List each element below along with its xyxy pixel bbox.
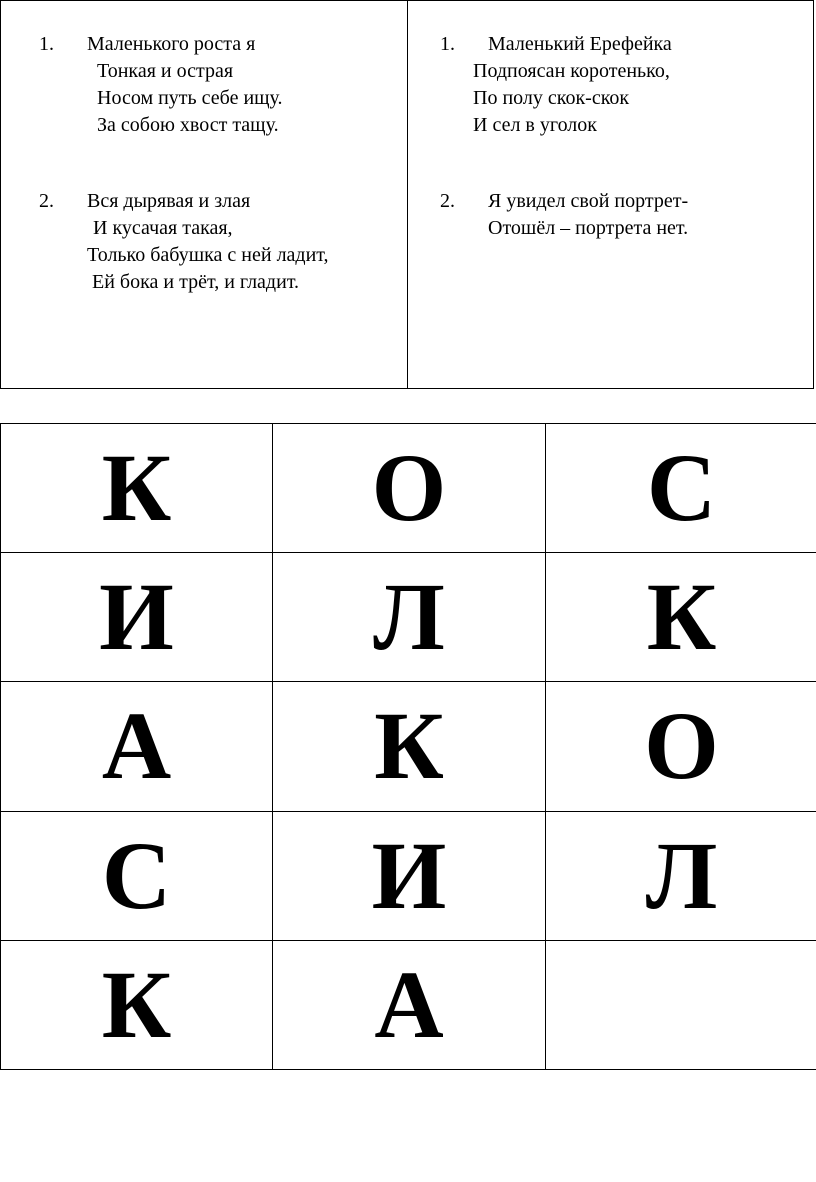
riddle-line: Ей бока и трёт, и гладит. [92, 271, 300, 293]
letter-cell: А [273, 940, 546, 1069]
letter-cell: И [273, 811, 546, 940]
letter-cell: О [273, 424, 546, 553]
riddle-line: Я увидел свой портрет- [488, 190, 689, 212]
riddle-line: Маленького роста я [87, 33, 256, 55]
letter-cell: Л [546, 811, 816, 940]
riddle-right-2 [440, 188, 800, 248]
riddle-number: 2. [440, 190, 455, 212]
letters-row [1, 553, 816, 682]
letter-cell: К [546, 553, 816, 682]
riddle-line: Маленький Ерефейка [488, 33, 672, 55]
letters-row [1, 811, 816, 940]
riddle-number: 1. [440, 33, 455, 55]
letters-row [1, 682, 816, 811]
riddle-left-2 [39, 188, 399, 298]
riddles-right-column [408, 1, 813, 388]
riddle-line: Отошёл – портрета нет. [488, 217, 689, 239]
riddle-line: И сел в уголок [473, 114, 598, 136]
letters-grid [0, 423, 816, 1070]
letter-cell: К [273, 682, 546, 811]
riddle-line: И кусачая такая, [93, 217, 233, 239]
riddle-right-1 [440, 31, 800, 141]
riddle-line: Только бабушка с ней ладит, [87, 244, 329, 266]
riddle-line: Тонкая и острая [97, 60, 234, 82]
riddle-number: 1. [39, 33, 54, 55]
riddle-line: По полу скок-скок [473, 87, 630, 109]
riddle-line: Подпоясан коротенько, [473, 60, 670, 82]
letter-cell: О [546, 682, 816, 811]
letter-cell: К [1, 940, 273, 1069]
letter-cell-empty [546, 940, 816, 1069]
riddles-table [0, 0, 814, 389]
riddle-number: 2. [39, 190, 54, 212]
letter-cell: С [1, 811, 273, 940]
riddle-left-1 [39, 31, 399, 141]
letter-cell: Л [273, 553, 546, 682]
letter-cell: К [1, 424, 273, 553]
letter-cell: А [1, 682, 273, 811]
riddle-line: Вся дырявая и злая [87, 190, 251, 212]
letter-cell: С [546, 424, 816, 553]
riddles-left-column [1, 1, 408, 388]
letter-cell: И [1, 553, 273, 682]
riddle-line: Носом путь себе ищу. [97, 87, 283, 109]
letters-row [1, 940, 816, 1069]
letters-row [1, 424, 816, 553]
riddle-line: За собою хвост тащу. [97, 114, 279, 136]
